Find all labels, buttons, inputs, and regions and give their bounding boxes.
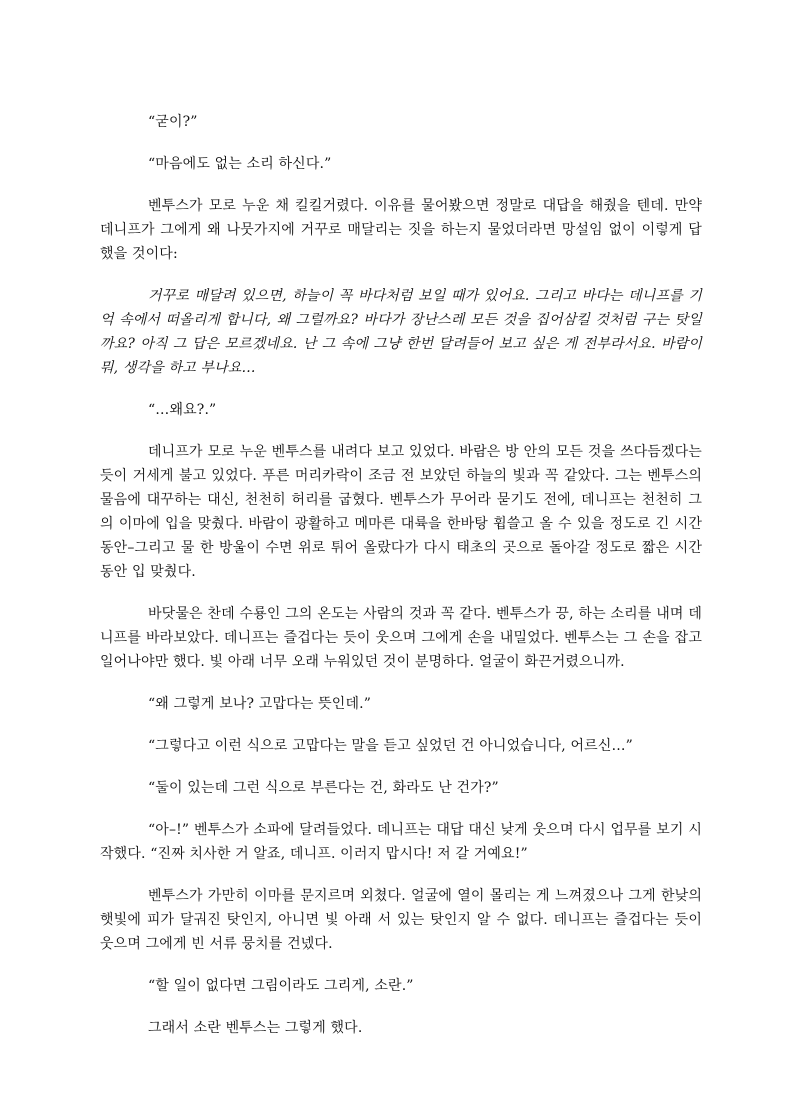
dialogue-paragraph: “마음에도 없는 소리 하신다.” <box>148 156 332 172</box>
closing-paragraph: 그래서 소란 벤투스는 그렇게 했다. <box>148 1020 363 1036</box>
dialogue-paragraph: “…왜요?.” <box>148 402 217 418</box>
body-text <box>100 110 702 1058</box>
inner-monologue-paragraph: 거꾸로 매달려 있으면, 하늘이 꼭 바다처럼 보일 때가 있어요. 그리고 바다는 데니프를 기억 속에서 떠올리게 합니다, 왜 그럴까요? 바다가 장난스레 모든 것을 집어삼킬 것처럼 구는 탓일까요? 아직 그 답은 모르겠네요. 난 그 속에 그냥 한번 달려들어 보고 싶은 게 전부라서요. 바람이 뭐, 생각을 하고 부나요… <box>100 288 702 376</box>
dialogue-paragraph: “아–!” 벤투스가 소파에 달려들었다. 데니프는 대답 대신 낮게 웃으며 다시 업무를 보기 시작했다. “진짜 치사한 거 알죠, 데니프. 이러지 맙시다! 저 갈 거예요!” <box>100 822 702 862</box>
narrative-paragraph: 벤투스가 가만히 이마를 문지르며 외쳤다. 얼굴에 열이 몰리는 게 느껴졌으나 그게 한낮의 햇빛에 피가 달궈진 탓인지, 아니면 빛 아래 서 있는 탓인지 알 수 없다. 데니프는 즐겁다는 듯이 웃으며 그에게 빈 서류 뭉치를 건넸다. <box>100 888 702 952</box>
narrative-paragraph: 벤투스가 모로 누운 채 킬킬거렸다. 이유를 물어봤으면 정말로 대답을 해줬을 텐데. 만약 데니프가 그에게 왜 나뭇가지에 거꾸로 매달리는 짓을 하는지 물었더라면 망설임 없이 이렇게 답했을 것이다: <box>100 198 702 262</box>
narrative-paragraph: 바닷물은 찬데 수룡인 그의 온도는 사람의 것과 꼭 같다. 벤투스가 끙, 하는 소리를 내며 데니프를 바라보았다. 데니프는 즐겁다는 듯이 웃으며 그에게 손을 내밀었다. 벤투스는 그 손을 잡고 일어나야만 했다. 빛 아래 너무 오래 누워있던 것이 분명하다. 얼굴이 화끈거렸으니까. <box>100 606 702 670</box>
dialogue-paragraph: “둘이 있는데 그런 식으로 부른다는 건, 화라도 난 건가?” <box>148 780 499 796</box>
dialogue-paragraph: “할 일이 없다면 그림이라도 그리게, 소란.” <box>148 978 414 994</box>
narrative-paragraph: 데니프가 모로 누운 벤투스를 내려다 보고 있었다. 바람은 방 안의 모든 것을 쓰다듬겠다는 듯이 거세게 불고 있었다. 푸른 머리카락이 조금 전 보았던 하늘의 빛과 꼭 같았다. 그는 벤투스의 물음에 대꾸하는 대신, 천천히 허리를 굽혔다. 벤투스가 무어라 묻기도 전에, 데니프는 천천히 그의 이마에 입을 맞췄다. 바람이 광활하고 메마른 대륙을 한바탕 휩쓸고 올 수 있을 정도로 긴 시간 동안–그리고 물 한 방울이 수면 위로 튀어 올랐다가 다시 태초의 곳으로 돌아갈 정도로 짧은 시간 동안 입 맞췄다. <box>100 444 702 580</box>
dialogue-paragraph: “그렇다고 이런 식으로 고맙다는 말을 듣고 싶었던 건 아니었습니다, 어르신…” <box>148 738 633 754</box>
dialogue-paragraph: “굳이?” <box>148 114 198 130</box>
dialogue-paragraph: “왜 그렇게 보나? 고맙다는 뜻인데.” <box>148 696 372 712</box>
